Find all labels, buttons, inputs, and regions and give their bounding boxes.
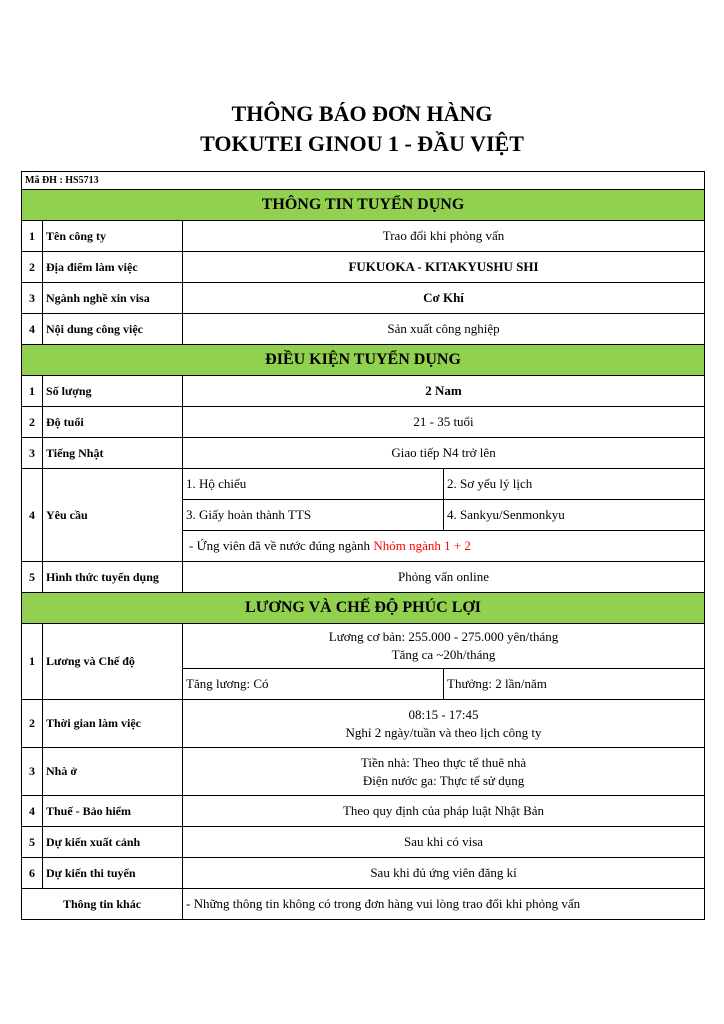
row-value: Cơ Khí <box>183 283 705 314</box>
row-number: 3 <box>22 438 43 469</box>
requirement-doc-3: 3. Giấy hoàn thành TTS <box>183 500 444 531</box>
row-value: Giao tiếp N4 trở lên <box>183 438 705 469</box>
row-value: Trao đổi khi phỏng vấn <box>183 221 705 252</box>
base-salary: Lương cơ bản: 255.000 - 275.000 yên/tháng <box>328 629 559 644</box>
housing-utilities: Điện nước ga: Thực tế sử dụng <box>362 772 525 788</box>
table-row <box>22 469 705 500</box>
row-number: 3 <box>22 283 43 314</box>
row-number: 1 <box>22 624 43 700</box>
page-title: THÔNG BÁO ĐƠN HÀNG <box>231 101 493 126</box>
table-row <box>22 827 705 858</box>
table-row <box>22 376 705 407</box>
overtime: Tăng ca ~20h/tháng <box>391 647 496 662</box>
table-row <box>22 796 705 827</box>
row-value: 21 - 35 tuổi <box>183 407 705 438</box>
other-info-label: Thông tin khác <box>22 889 183 920</box>
requirement-doc-2: 2. Sơ yếu lý lịch <box>444 469 705 500</box>
table-row <box>22 700 705 748</box>
section-header-recruitment <box>22 190 705 221</box>
salary-bonus: Thưởng: 2 lần/năm <box>444 669 705 700</box>
table-row <box>22 438 705 469</box>
table-row <box>22 562 705 593</box>
order-code-row <box>22 172 705 190</box>
row-label: Tên công ty <box>43 221 183 252</box>
table-row <box>22 889 705 920</box>
row-value: 2 Nam <box>183 376 705 407</box>
row-number: 1 <box>22 376 43 407</box>
row-number: 5 <box>22 827 43 858</box>
table-row <box>22 283 705 314</box>
row-number: 4 <box>22 314 43 345</box>
section-title: LƯƠNG VÀ CHẾ ĐỘ PHÚC LỢI <box>22 593 705 624</box>
working-hours: 08:15 - 17:45 <box>408 706 479 722</box>
requirement-note-highlight: Nhóm ngành 1 + 2 <box>373 538 471 553</box>
requirement-doc-4: 4. Sankyu/Senmonkyu <box>444 500 705 531</box>
row-number: 6 <box>22 858 43 889</box>
row-number: 2 <box>22 252 43 283</box>
days-off: Nghỉ 2 ngày/tuần và theo lịch công ty <box>345 724 542 740</box>
row-value: Sản xuất công nghiệp <box>183 314 705 345</box>
row-label: Nội dung công việc <box>43 314 183 345</box>
row-label: Ngành nghề xin visa <box>43 283 183 314</box>
table-row <box>22 858 705 889</box>
row-number: 2 <box>22 407 43 438</box>
requirement-note: - Ứng viên đã về nước đúng ngành <box>189 538 371 553</box>
order-table <box>21 171 705 920</box>
section-title: THÔNG TIN TUYỂN DỤNG <box>22 190 705 221</box>
row-number: 4 <box>22 796 43 827</box>
row-number: 2 <box>22 700 43 748</box>
row-label: Độ tuổi <box>43 407 183 438</box>
row-number: 1 <box>22 221 43 252</box>
table-row <box>22 748 705 796</box>
requirement-doc-1: 1. Hộ chiếu <box>183 469 444 500</box>
housing-cell <box>183 748 705 796</box>
section-title: ĐIỀU KIỆN TUYỂN DỤNG <box>22 345 705 376</box>
table-row <box>22 624 705 669</box>
row-value: Theo quy định của pháp luật Nhật Bản <box>183 796 705 827</box>
row-label: Số lượng <box>43 376 183 407</box>
section-header-benefits <box>22 593 705 624</box>
row-label: Lương và Chế độ <box>43 624 183 700</box>
table-row <box>22 252 705 283</box>
row-label: Tiếng Nhật <box>43 438 183 469</box>
section-header-conditions <box>22 345 705 376</box>
salary-raise: Tăng lương: Có <box>183 669 444 700</box>
row-label: Dự kiến thi tuyển <box>43 858 183 889</box>
row-value: Sau khi có visa <box>183 827 705 858</box>
requirement-note-cell <box>183 531 705 562</box>
table-row <box>22 221 705 252</box>
table-row <box>22 407 705 438</box>
row-number: 5 <box>22 562 43 593</box>
row-number: 3 <box>22 748 43 796</box>
row-label: Thuế - Bảo hiểm <box>43 796 183 827</box>
row-label: Thời gian làm việc <box>43 700 183 748</box>
other-info-value: - Những thông tin không có trong đơn hàng vui lòng trao đổi khi phỏng vấn <box>183 889 705 920</box>
row-label: Dự kiến xuất cảnh <box>43 827 183 858</box>
row-value: FUKUOKA - KITAKYUSHU SHI <box>183 252 705 283</box>
order-code: Mã ĐH : HS5713 <box>22 172 705 190</box>
row-value: Phỏng vấn online <box>183 562 705 593</box>
page-subtitle: TOKUTEI GINOU 1 - ĐẦU VIỆT <box>200 131 524 156</box>
row-label: Yêu cầu <box>43 469 183 562</box>
row-label: Nhà ở <box>43 748 183 796</box>
housing-rent: Tiền nhà: Theo thực tế thuê nhà <box>360 754 527 770</box>
row-number: 4 <box>22 469 43 562</box>
row-label: Hình thức tuyển dụng <box>43 562 183 593</box>
working-time-cell <box>183 700 705 748</box>
salary-cell <box>183 624 705 669</box>
row-value: Sau khi đủ ứng viên đăng kí <box>183 858 705 889</box>
table-row <box>22 314 705 345</box>
row-label: Địa điểm làm việc <box>43 252 183 283</box>
